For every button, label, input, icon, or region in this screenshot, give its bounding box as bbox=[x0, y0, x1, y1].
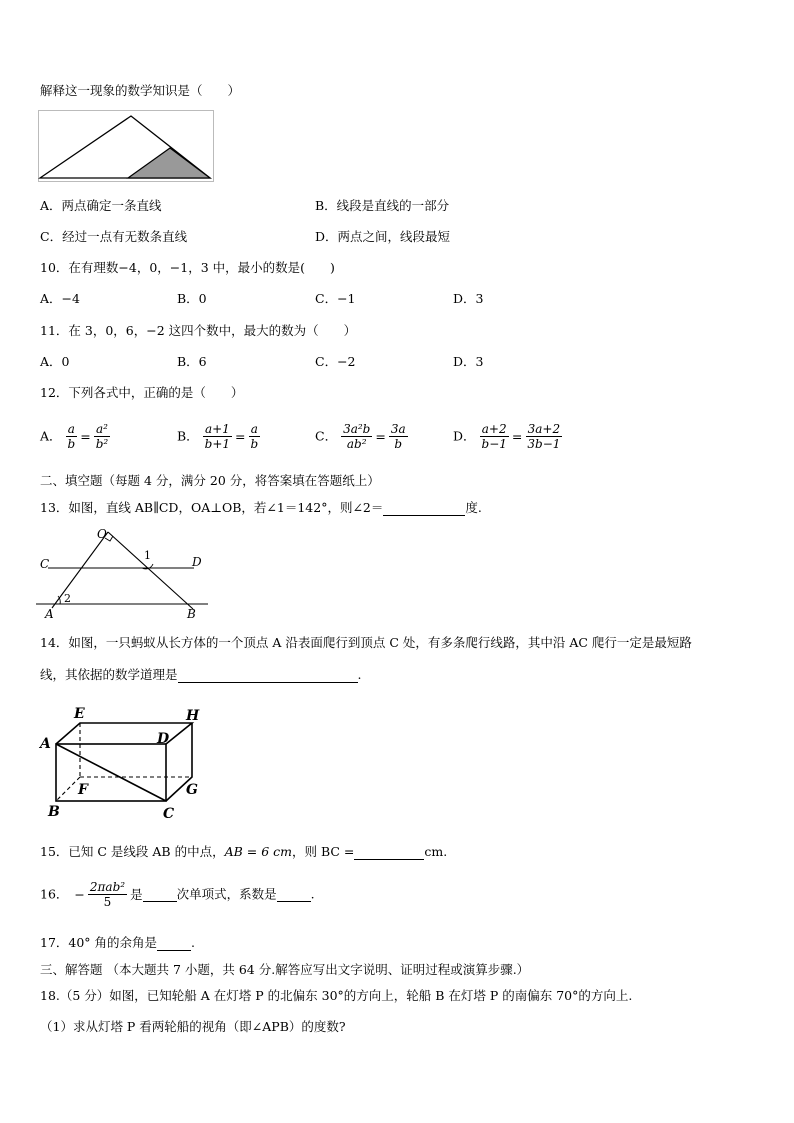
q18-sub1: （1）求从灯塔 P 看两轮船的视角（即∠APB）的度数? bbox=[40, 1019, 346, 1034]
q9-option-b: B．线段是直线的一部分 bbox=[315, 198, 450, 213]
q10-option-c: C．−1 bbox=[315, 291, 356, 306]
fig13-label-c: C bbox=[40, 557, 50, 571]
q13-answer-blank[interactable] bbox=[383, 502, 465, 516]
q11-option-a: A．0 bbox=[40, 354, 70, 369]
q11-option-d: D．3 bbox=[453, 354, 484, 369]
fig14-label-b: B bbox=[48, 804, 60, 820]
q9-option-c: C．经过一点有无数条直线 bbox=[40, 229, 188, 244]
q12-option-c: C． $\frac{\text{3a²b}}{\text{ab²}}$ = $\frac{3a}{b}$ bbox=[315, 422, 406, 451]
q17-text: 17．40° 角的余角是 . bbox=[40, 935, 196, 950]
q11-option-b: B．6 bbox=[177, 354, 207, 369]
q9-option-a: A．两点确定一条直线 bbox=[40, 198, 162, 213]
q12-option-d: D． $\frac{a+2}{b-1}$ = $\frac{3a+2}{3b-1}$ bbox=[453, 422, 561, 451]
q10-option-b: B．0 bbox=[177, 291, 207, 306]
q16-degree-blank[interactable] bbox=[143, 888, 177, 902]
fig13-label-2: 2 bbox=[64, 592, 71, 605]
intro-text: 解释这一现象的数学知识是（ ） bbox=[40, 83, 241, 98]
section-2-heading: 二、填空题（每题 4 分，满分 20 分，将答案填在答题纸上） bbox=[40, 473, 380, 488]
q14-line2: 线，其依据的数学道理是 . bbox=[40, 667, 362, 682]
q15-answer-blank[interactable] bbox=[354, 846, 424, 860]
q14-answer-blank[interactable] bbox=[178, 669, 358, 683]
figure-cuboid bbox=[38, 704, 208, 822]
q11-stem: 11．在 3，0，6，−2 这四个数中，最大的数为（ ） bbox=[40, 323, 357, 338]
figure-parallel-lines bbox=[36, 526, 216, 622]
q12-option-b: B． $\frac{a+1}{b+1}$ = $\frac{a}{b}$ bbox=[177, 422, 259, 451]
q9-option-d: D．两点之间，线段最短 bbox=[315, 229, 451, 244]
q10-stem: 10．在有理数−4，0，−1，3 中，最小的数是( ) bbox=[40, 260, 335, 275]
q12-option-a: A． $\frac{a}{b}$ = $\frac{\text{a²}}{\text{b²}}$ bbox=[40, 422, 109, 451]
figure-triangle bbox=[38, 110, 214, 182]
fig13-label-a: A bbox=[45, 607, 54, 621]
fig14-label-c: C bbox=[163, 806, 175, 822]
q16-coefficient-blank[interactable] bbox=[277, 888, 311, 902]
fig14-label-e: E bbox=[74, 706, 85, 722]
fig14-label-d: D bbox=[157, 731, 170, 747]
q18-text: 18.（5 分）如图，已知轮船 A 在灯塔 P 的北偏东 30°的方向上，轮船 B 在灯塔 P 的南偏东 70°的方向上. bbox=[40, 988, 633, 1003]
q16-text: 16． − $\frac{\text{2πab²}}{5}$ 是 次单项式，系数是 . bbox=[40, 880, 315, 909]
fig14-label-a: A bbox=[40, 736, 51, 752]
section-3-heading: 三、解答题 （本大题共 7 小题，共 64 分.解答应写出文字说明、证明过程或演算步骤.） bbox=[40, 962, 530, 977]
fig13-label-d: D bbox=[192, 555, 202, 569]
fig14-label-g: G bbox=[186, 782, 198, 798]
q10-option-a: A．−4 bbox=[40, 291, 80, 306]
fig13-label-b: B bbox=[187, 607, 196, 621]
fig13-label-o: O bbox=[97, 527, 107, 541]
q11-option-c: C．−2 bbox=[315, 354, 356, 369]
q13-text: 13．如图，直线 AB∥CD，OA⊥OB，若∠1＝142°，则∠2＝ 度. bbox=[40, 500, 482, 515]
q14-line1: 14．如图，一只蚂蚁从长方体的一个顶点 A 沿表面爬行到顶点 C 处，有多条爬行线路，其中沿 AC 爬行一定是最短路 bbox=[40, 635, 692, 650]
q15-text: 15．已知 C 是线段 AB 的中点，AB = 6 cm，则 BC = cm. bbox=[40, 844, 448, 859]
q10-option-d: D．3 bbox=[453, 291, 484, 306]
fig13-label-1: 1 bbox=[144, 549, 151, 562]
q17-answer-blank[interactable] bbox=[157, 937, 191, 951]
q12-stem: 12．下列各式中，正确的是（ ） bbox=[40, 385, 244, 400]
fig14-label-f: F bbox=[78, 782, 88, 798]
fig14-label-h: H bbox=[186, 708, 200, 724]
